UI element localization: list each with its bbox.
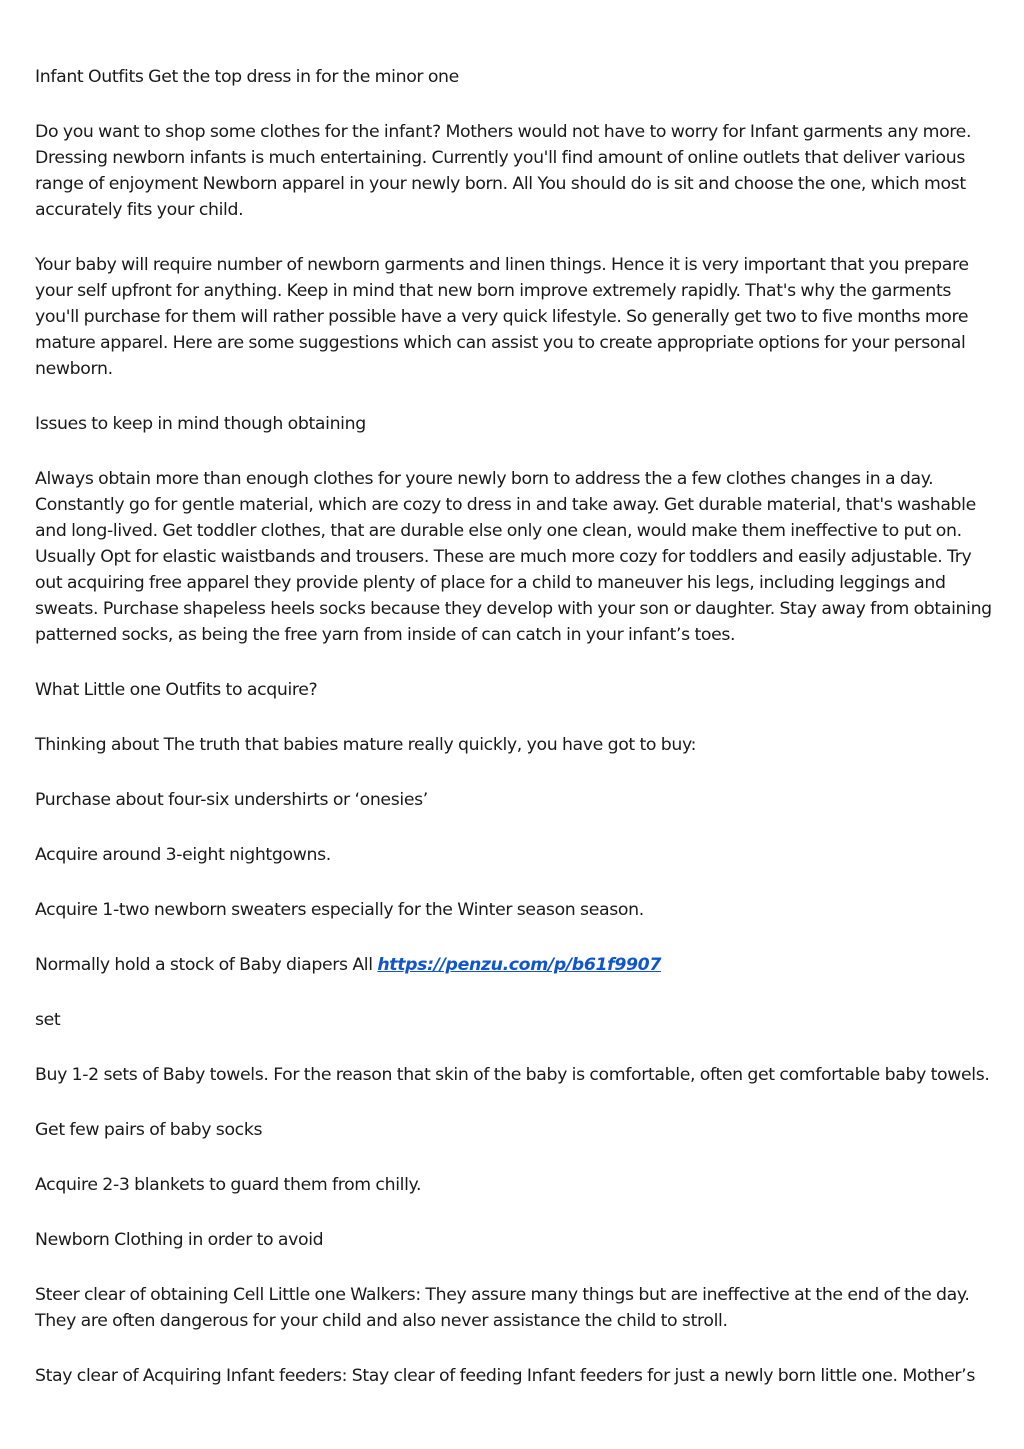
diapers-text: Normally hold a stock of Baby diapers All (35, 955, 378, 975)
list-item-sweaters: Acquire 1-two newborn sweaters especially for the Winter season season. (35, 900, 644, 920)
list-item-towels: Buy 1-2 sets of Baby towels. For the reason that skin of the baby is comfortable, often get comfortable baby towels. (35, 1065, 990, 1085)
list-item-nightgowns: Acquire around 3-eight nightgowns. (35, 845, 331, 865)
paragraph-buy-intro: Thinking about The truth that babies mature really quickly, you have got to buy: (35, 735, 697, 755)
list-item-undershirts: Purchase about four-six undershirts or ‘onesies’ (35, 790, 428, 810)
document-title: Infant Outfits Get the top dress in for the minor one (35, 67, 459, 87)
section-heading-issues: Issues to keep in mind though obtaining (35, 414, 366, 434)
paragraph-set: set (35, 1010, 61, 1030)
paragraph-requirements: Your baby will require number of newborn garments and linen things. Hence it is very important that you prepare your self upfront for anything. Keep in mind that new born improve extremely rapidly. That's why the garments you'll purchase for them will rather possible have a very quick lifestyle. So generally get two to five months more mature apparel. Here are some suggestions which can assist you to create appropriate options for your personal newborn. (35, 255, 969, 379)
paragraph-walkers: Steer clear of obtaining Cell Little one Walkers: They assure many things but are ineffective at the end of the day. They are often dangerous for your child and also never assistance the child to stroll. (35, 1285, 970, 1331)
paragraph-feeders: Stay clear of Acquiring Infant feeders: Stay clear of feeding Infant feeders for just a newly born little one. Mother’s (35, 1366, 975, 1386)
list-item-diapers (35, 952, 995, 978)
list-item-blankets: Acquire 2-3 blankets to guard them from chilly. (35, 1175, 422, 1195)
section-heading-avoid: Newborn Clothing in order to avoid (35, 1230, 324, 1250)
list-item-socks: Get few pairs of baby socks (35, 1120, 263, 1140)
section-heading-what-to-acquire: What Little one Outfits to acquire? (35, 680, 318, 700)
document-body (35, 64, 995, 1418)
paragraph-tips: Always obtain more than enough clothes for youre newly born to address the a few clothes changes in a day. Constantly go for gentle material, which are cozy to dress in and take away. Get durable material, that's washable and long-lived. Get toddler clothes, that are durable else only one clean, would make them ineffective to put on. Usually Opt for elastic waistbands and trousers. These are much more cozy for toddlers and easily adjustable. Try out acquiring free apparel they provide plenty of place for a child to maneuver his legs, including leggings and sweats. Purchase shapeless heels socks because they develop with your son or daughter. Stay away from obtaining patterned socks, as being the free yarn from inside of can catch in your infant’s toes. (35, 469, 992, 645)
penzu-link[interactable]: https://penzu.com/p/b61f9907 (377, 955, 662, 975)
paragraph-intro: Do you want to shop some clothes for the infant? Mothers would not have to worry for Infant garments any more. Dressing newborn infants is much entertaining. Currently you'll find amount of online outlets that deliver various range of enjoyment Newborn apparel in your newly born. All You should do is sit and choose the one, which most accurately fits your child. (35, 122, 972, 220)
